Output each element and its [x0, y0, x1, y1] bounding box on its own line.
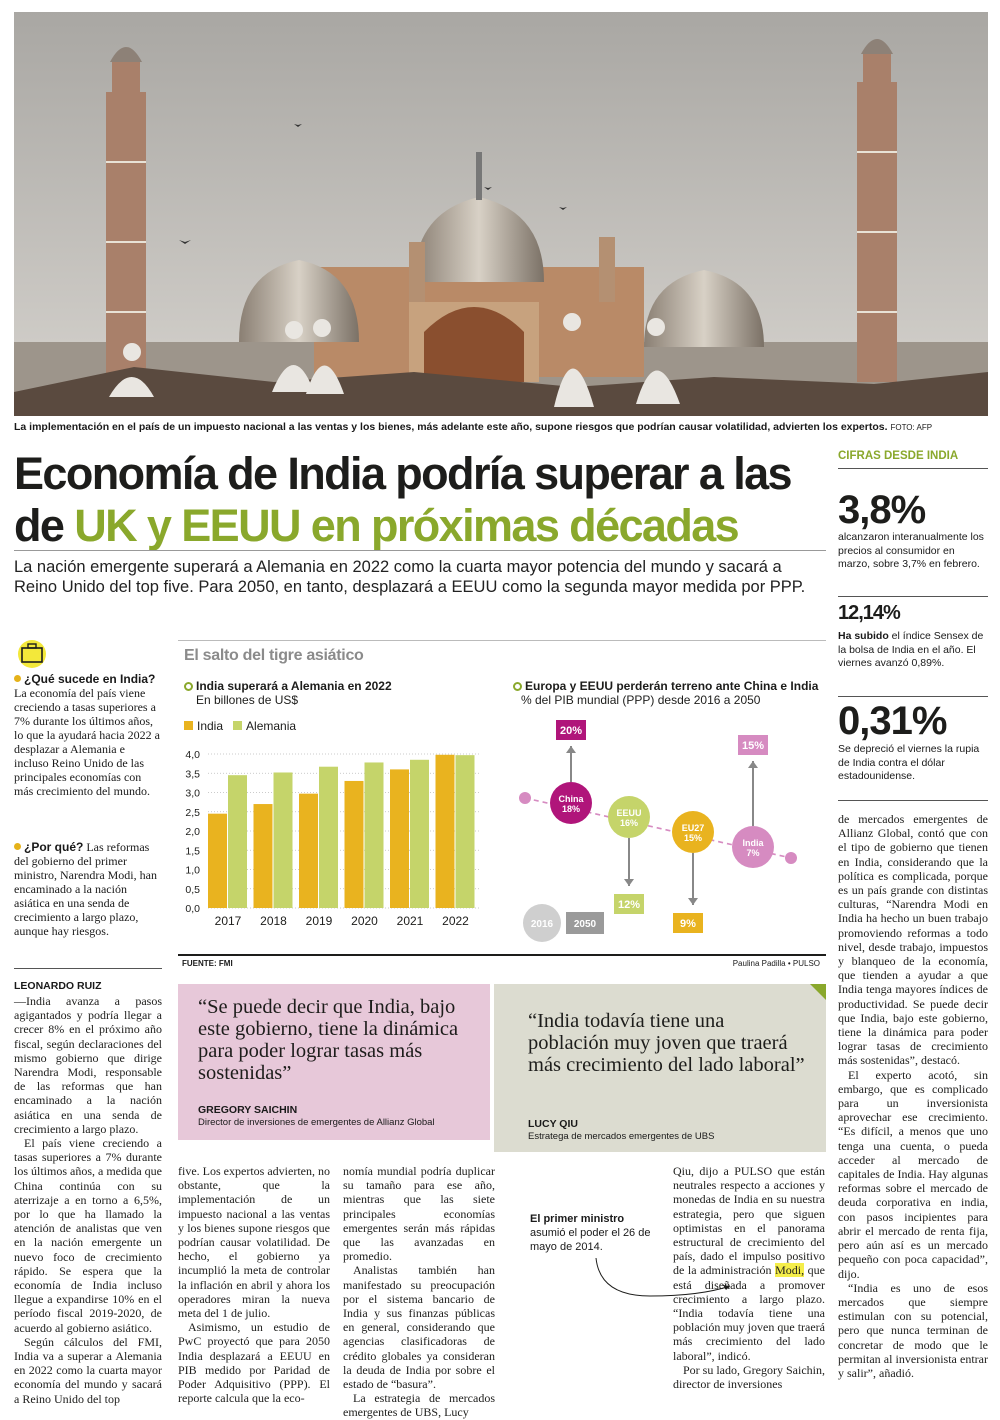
bar-india-2020: [345, 781, 364, 908]
y-tick-label: 1,5: [185, 845, 200, 858]
source-label: FUENTE: FMI: [182, 959, 233, 968]
pull-quote-1: “Se puede decir que India, bajo este gobierno, tiene la dinámica para poder lograr tasas más sostenidas” GREGORY SAICHIN Director de inversiones de emergentes de Allianz Global: [178, 984, 490, 1140]
bar-chart: [178, 740, 478, 940]
arrow-head-icon: [566, 746, 576, 753]
y-tick-label: 3,5: [185, 768, 200, 781]
cifra-text-3: Se depreció el viernes la rupia de India contra el dólar estadounidense.: [838, 743, 980, 782]
y-tick-label: 4,0: [185, 749, 200, 761]
headline-line2: de UK y EEUU en próximas décadas: [14, 500, 739, 551]
bullet-why: ¿Por qué? Las reformas del gobierno del primer ministro, Narendra Modi, han encaminado a la nación asiática en una senda de crecimiento a largo plazo, aunque hay riesgos.: [14, 840, 157, 938]
deck: La nación emergente superará a Alemania en 2022 como la cuarta mayor potencia del mundo y sacará a Reino Unido del top five. Para 2050, en tanto, desplazará a EEUU como la segunda mayor medida por PPP.: [14, 558, 806, 596]
scatter-chart-header: Europa y EEUU perderán terreno ante China e India % del PIB mundial (PPP) desde 2016 a 2050: [513, 679, 825, 707]
bar-alemania-2020: [365, 762, 384, 908]
bullet-dot-icon: [14, 675, 21, 682]
bubble-chart: [505, 710, 826, 950]
ring-icon: [513, 682, 522, 691]
caption-text: La implementación en el país de un impuesto nacional a las ventas y los bienes, más adelante este año, supone riesgos que podrían causar volatilidad, advierten los expertos.: [14, 421, 888, 433]
value-label-2050: 9%: [680, 918, 696, 930]
headline-highlight: UK y EEUU en próximas décadas: [74, 500, 739, 551]
divider: [838, 800, 988, 801]
y-tick-label: 2,0: [185, 826, 200, 838]
deck-rule: [14, 550, 826, 551]
trend-start-dot: [519, 792, 531, 804]
y-tick-label: 0,5: [185, 883, 200, 896]
highlight-modi: Modi,: [775, 1263, 805, 1278]
y-tick-label: 2,5: [185, 806, 200, 819]
cifra-text-2: Ha subido el índice Sensex de la bolsa de India en el año. El viernes avanzó 0,89%.: [838, 630, 984, 669]
body-col-4: Qiu, dijo a PULSO que están neutrales respecto a acciones y monedas de India en su nuestra estrategia, pero que siguen optimistas en el panorama estructural de crecimiento del país, dado el impulso positivo de la administración Modi, que está diseñada a promover crecimiento a largo plazo. “India todavía tiene una población muy joven que traerá más crecimiento del lado laboral”, indicó. Por su lado, Gregory Saichin, director de inversiones: [673, 1164, 825, 1392]
x-tick-label: 2017: [214, 914, 242, 928]
corner-accent: [810, 984, 826, 1000]
body-col-2: five. Los expertos advierten, no obstante, que la implementación de un impuesto nacional a las ventas y los bienes supone riesgos que podrían causar volatilidad. De hecho, el gobierno ya incumplió la meta de controlar la inflación en abril y ahora los operadores miran la nueva meta del 1 de julio. Asimismo, un estudio de PwC proyectó que para 2050 India desplazará a EEUU en PIB medido por Paridad de Poder Adquisitivo (PPP). El reporte calcula que la eco-: [178, 1164, 330, 1406]
value-label-2050: 15%: [741, 740, 765, 752]
arrow-head-icon: [748, 761, 758, 768]
y-tick-label: 3,0: [185, 787, 200, 800]
bar-alemania-2019: [319, 767, 338, 908]
bubble-name-label: EU27: [681, 823, 705, 833]
ring-icon: [184, 682, 193, 691]
bubble-name-label: China: [558, 794, 584, 804]
cifra-text-1: alcanzaron interanualmente los precios al consumidor en marzo, sobre 3,7% en febrero.: [838, 531, 984, 570]
bullet-what: ¿Qué sucede en India? La economía del país viene creciendo a tasas superiores a 7% durante los últimos años, lo que la ayudará hacia 2022 a desplazar a Alemania e incluso Reino Unido de las principales economías con más crecimiento del mundo.: [14, 672, 160, 798]
bar-alemania-2022: [456, 755, 475, 908]
divider: [14, 968, 162, 969]
x-tick-label: 2018: [260, 914, 287, 928]
bubble-value-2016: 16%: [619, 818, 639, 828]
photo-credit: FOTO: AFP: [890, 423, 933, 432]
x-tick-label: 2021: [396, 914, 424, 928]
bubble-value-2016: 7%: [746, 848, 760, 858]
bar-india-2022: [436, 755, 455, 908]
arrow-head-icon: [688, 898, 698, 905]
cifra-value-2: 12,14%: [838, 602, 900, 624]
legend-swatch-alemania: [233, 721, 242, 730]
bubble-value-2016: 18%: [561, 804, 581, 814]
legend-label-2016: 2016: [530, 919, 554, 930]
cifra-value-1: 3,8%: [838, 488, 926, 532]
divider: [838, 696, 988, 697]
briefcase-icon: [16, 638, 48, 668]
headline-line1: Economía de India podría superar a las: [14, 448, 791, 499]
byline: LEONARDO RUIZ: [14, 980, 102, 992]
bar-alemania-2018: [274, 772, 293, 908]
bar-india-2017: [208, 814, 227, 908]
bullet-dot-icon: [14, 843, 21, 850]
bar-legend: India Alemania: [184, 719, 392, 733]
bubble-name-label: India: [742, 838, 764, 848]
photo-caption: [14, 420, 988, 435]
divider: [838, 596, 988, 597]
hero-photo: [14, 12, 988, 416]
graphic-credit: Paulina Padilla • PULSO: [732, 959, 820, 968]
infographic-title: El salto del tigre asiático: [184, 647, 364, 664]
arrow-head-icon: [624, 879, 634, 886]
x-tick-label: 2019: [305, 914, 333, 928]
headline: [14, 448, 826, 552]
bar-chart-header: India superará a Alemania en 2022 En billones de US$ India Alemania: [184, 679, 392, 733]
trend-end-dot: [785, 852, 797, 864]
bar-india-2018: [254, 804, 273, 908]
value-label-2050: 12%: [617, 899, 641, 911]
body-col-1: —India avanza a pasos agigantados y podría llegar a crecer 8% en el próximo año fiscal, según declaraciones del mismo gobierno que dirige Narendra Modi, responsable de las reformas que han encaminado a la nación asiática en una senda de crecimiento a largo plazo. El país viene creciendo a tasas superiores a 7% durante los últimos años, a medida que China continúa con su aterrizaje a en torno a 6,5%, por lo que ha llamado la atención de analistas que ven en la nación emergente un nuevo foco de crecimiento rápido. Se espera que la economía de India incluso llegue a expandirse 10% en el período fiscal 2019-2020, de acuerdo al gobierno asiático. Según cálculos del FMI, India va a superar a Alemania en 2022 como la cuarta mayor economía del mundo y sacará a Reino Unido del top: [14, 994, 162, 1406]
body-col-5: de mercados emergentes de Allianz Global, contó que con el tipo de gobierno que tienen en India, considerando que la política es complicada, porque es un país grande con distintas culturas, “Narendra Modi en India ha hecho un buen trabajo promoviendo reformas a todo nivel, desde trabajo, impuestos y blanqueo de la economía, que tienden a ayudar a que India tenga mayores índices de productividad. Se puede decir que India, bajo este gobierno, tiene la dinámica para poder lograr tasas de crecimiento más sostenidas”, destacó. El experto acotó, sin embargo, que es complicado para un inversionista aprovechar ese crecimiento. “Es difícil, a menos que uno tenga una cuenta, o pueda acceder al mercado de capitales de India. Hay algunas reformas sobre el mercado de deuda corporativa en india, con pasos incipientes para abrir el mercado de renta fija, pero aún así es un mercado pequeño con poca capacidad”, dijo. “India es uno de esos mercados que siempre estimulan con su potencial, pero que nunca terminan de concretar de modo que le permitan al inversionista entrar y salir”, añadió.: [838, 812, 988, 1380]
legend-swatch-india: [184, 721, 193, 730]
divider: [838, 468, 988, 469]
annotation-note: El primer ministro asumió el poder el 26 de mayo de 2014.: [530, 1213, 651, 1253]
cifras-title: CIFRAS DESDE INDIA: [838, 450, 959, 462]
value-label-2050: 20%: [559, 725, 583, 737]
bar-alemania-2021: [410, 760, 429, 908]
legend-label-2050: 2050: [573, 919, 597, 930]
x-tick-label: 2022: [442, 914, 469, 928]
bar-alemania-2017: [228, 775, 247, 908]
bubble-name-label: EEUU: [616, 808, 642, 818]
y-tick-label: 1,0: [185, 864, 200, 877]
cifra-value-3: 0,31%: [838, 699, 947, 743]
x-tick-label: 2020: [351, 914, 378, 928]
infographic-rule: [178, 640, 826, 641]
bubble-value-2016: 15%: [683, 833, 703, 843]
mosque-illustration: [14, 12, 988, 416]
bar-india-2021: [390, 769, 409, 908]
bar-india-2019: [299, 794, 318, 908]
pull-quote-2: “India todavía tiene una población muy joven que traerá más crecimiento del lado laboral” LUCY QIU Estratega de mercados emergentes de UBS: [494, 984, 826, 1152]
body-col-3: nomía mundial podría duplicar su tamaño para ese año, mientras que las siete principales economías emergentes serán más rápidas que las avanzadas en promedio. Analistas también han manifestado su preocupación por el sistema bancario de India y sus finanzas públicas en general, considerando que agencias clasificadoras de crédito globales ya consideran la deuda de India por sobre el estado de “basura”. La estrategia de mercados emergentes de UBS, Lucy: [343, 1164, 495, 1420]
y-tick-label: 0,0: [185, 903, 200, 915]
infographic-footer-rule: [178, 954, 826, 956]
